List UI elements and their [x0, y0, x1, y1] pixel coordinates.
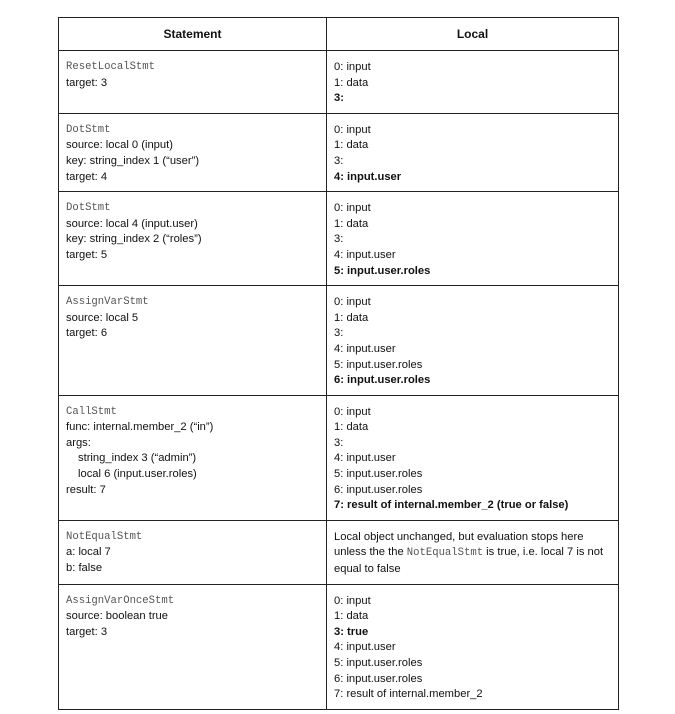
statement-line: args:: [66, 436, 91, 449]
statement-name: DotStmt: [66, 123, 111, 136]
statement-cell: [59, 520, 327, 584]
statement-arg-line: string_index 3 (“admin”): [78, 452, 197, 465]
local-line: 4: input.user: [334, 641, 396, 654]
statement-line: b: false: [66, 562, 103, 575]
statement-name: AssignVarOnceStmt: [66, 594, 175, 607]
local-cell: [327, 113, 619, 191]
local-line: 5: input.user.roles: [334, 358, 423, 371]
statement-line: source: boolean true: [66, 610, 168, 623]
local-line: 3:: [334, 233, 344, 246]
statement-cell: [59, 584, 327, 709]
statement-cell: [59, 286, 327, 396]
local-line-new: 3: true: [334, 625, 369, 638]
local-line: 0: input: [334, 61, 371, 73]
note-text-after: is true, i.e. local 7 is not equal to false: [334, 546, 604, 576]
table-row: [59, 51, 619, 114]
statement-line: target: 5: [66, 248, 108, 261]
local-line: 6: input.user.roles: [334, 672, 423, 685]
local-line: 4: input.user: [334, 248, 396, 261]
table-row: [59, 286, 619, 396]
statement-line: a: local 7: [66, 546, 111, 559]
local-line: 0: input: [334, 405, 371, 418]
statement-line: func: internal.member_2 (“in”): [66, 421, 214, 434]
local-cell: [327, 520, 619, 584]
statement-name: AssignVarStmt: [66, 296, 149, 309]
statement-cell: [59, 395, 327, 520]
local-line-new: 5: input.user.roles: [334, 264, 431, 277]
header-statement: Statement: [59, 18, 327, 51]
local-cell: [327, 286, 619, 396]
statement-name: DotStmt: [66, 202, 111, 215]
local-cell: [327, 584, 619, 709]
local-line: 4: input.user: [334, 452, 396, 465]
local-line: 3:: [334, 436, 344, 449]
local-line: 1: data: [334, 76, 369, 89]
local-line: 4: input.user: [334, 342, 396, 355]
header-row: [59, 18, 619, 51]
local-cell: [327, 395, 619, 520]
statement-name: ResetLocalStmt: [66, 61, 156, 73]
note-code: NotEqualStmt: [406, 547, 484, 560]
statement-cell: [59, 113, 327, 191]
table-row: [59, 520, 619, 584]
statement-line: source: local 0 (input): [66, 139, 173, 152]
statement-line: target: 3: [66, 76, 108, 89]
local-line: 1: data: [334, 311, 369, 324]
statement-cell: [59, 192, 327, 286]
local-line-new: 3:: [334, 92, 344, 105]
table-row: [59, 192, 619, 286]
statement-line: target: 4: [66, 170, 108, 183]
local-line-new: 7: result of internal.member_2 (true or false): [334, 499, 569, 512]
local-line: 0: input: [334, 202, 371, 215]
local-line: 3:: [334, 327, 344, 340]
local-line: 0: input: [334, 296, 371, 309]
statement-line: key: string_index 1 (“user”): [66, 154, 200, 167]
statement-line: result: 7: [66, 483, 106, 496]
local-line: 1: data: [334, 610, 369, 623]
statement-line: source: local 4 (input.user): [66, 217, 198, 230]
local-line: 6: input.user.roles: [334, 483, 423, 496]
local-line: 1: data: [334, 421, 369, 434]
local-line: 0: input: [334, 123, 371, 136]
local-cell: [327, 192, 619, 286]
local-line: 0: input: [334, 594, 371, 607]
local-line: 5: input.user.roles: [334, 468, 423, 481]
note-text-before: Local object unchanged, but evaluation stops here unless the the: [334, 530, 584, 559]
local-line-new: 6: input.user.roles: [334, 374, 431, 387]
table-row: [59, 584, 619, 709]
local-note: [327, 521, 618, 584]
statement-arg-line: local 6 (input.user.roles): [78, 468, 197, 481]
table-row: [59, 113, 619, 191]
statement-name: NotEqualStmt: [66, 530, 143, 543]
header-local: Local: [327, 18, 619, 51]
local-cell: [327, 51, 619, 114]
table-row: [59, 395, 619, 520]
local-line: 5: input.user.roles: [334, 657, 423, 669]
local-line: 3:: [334, 154, 344, 167]
statement-line: key: string_index 2 (“roles”): [66, 233, 202, 246]
local-line: 7: result of internal.member_2: [334, 688, 483, 701]
statement-cell: [59, 51, 327, 114]
statement-line: target: 3: [66, 625, 108, 638]
statement-local-table: [58, 17, 619, 710]
local-line: 1: data: [334, 139, 369, 152]
local-line: 1: data: [334, 217, 369, 230]
statement-name: CallStmt: [66, 405, 117, 418]
local-line-new: 4: input.user: [334, 170, 402, 183]
statement-line: source: local 5: [66, 311, 139, 324]
statement-line: target: 6: [66, 327, 108, 340]
